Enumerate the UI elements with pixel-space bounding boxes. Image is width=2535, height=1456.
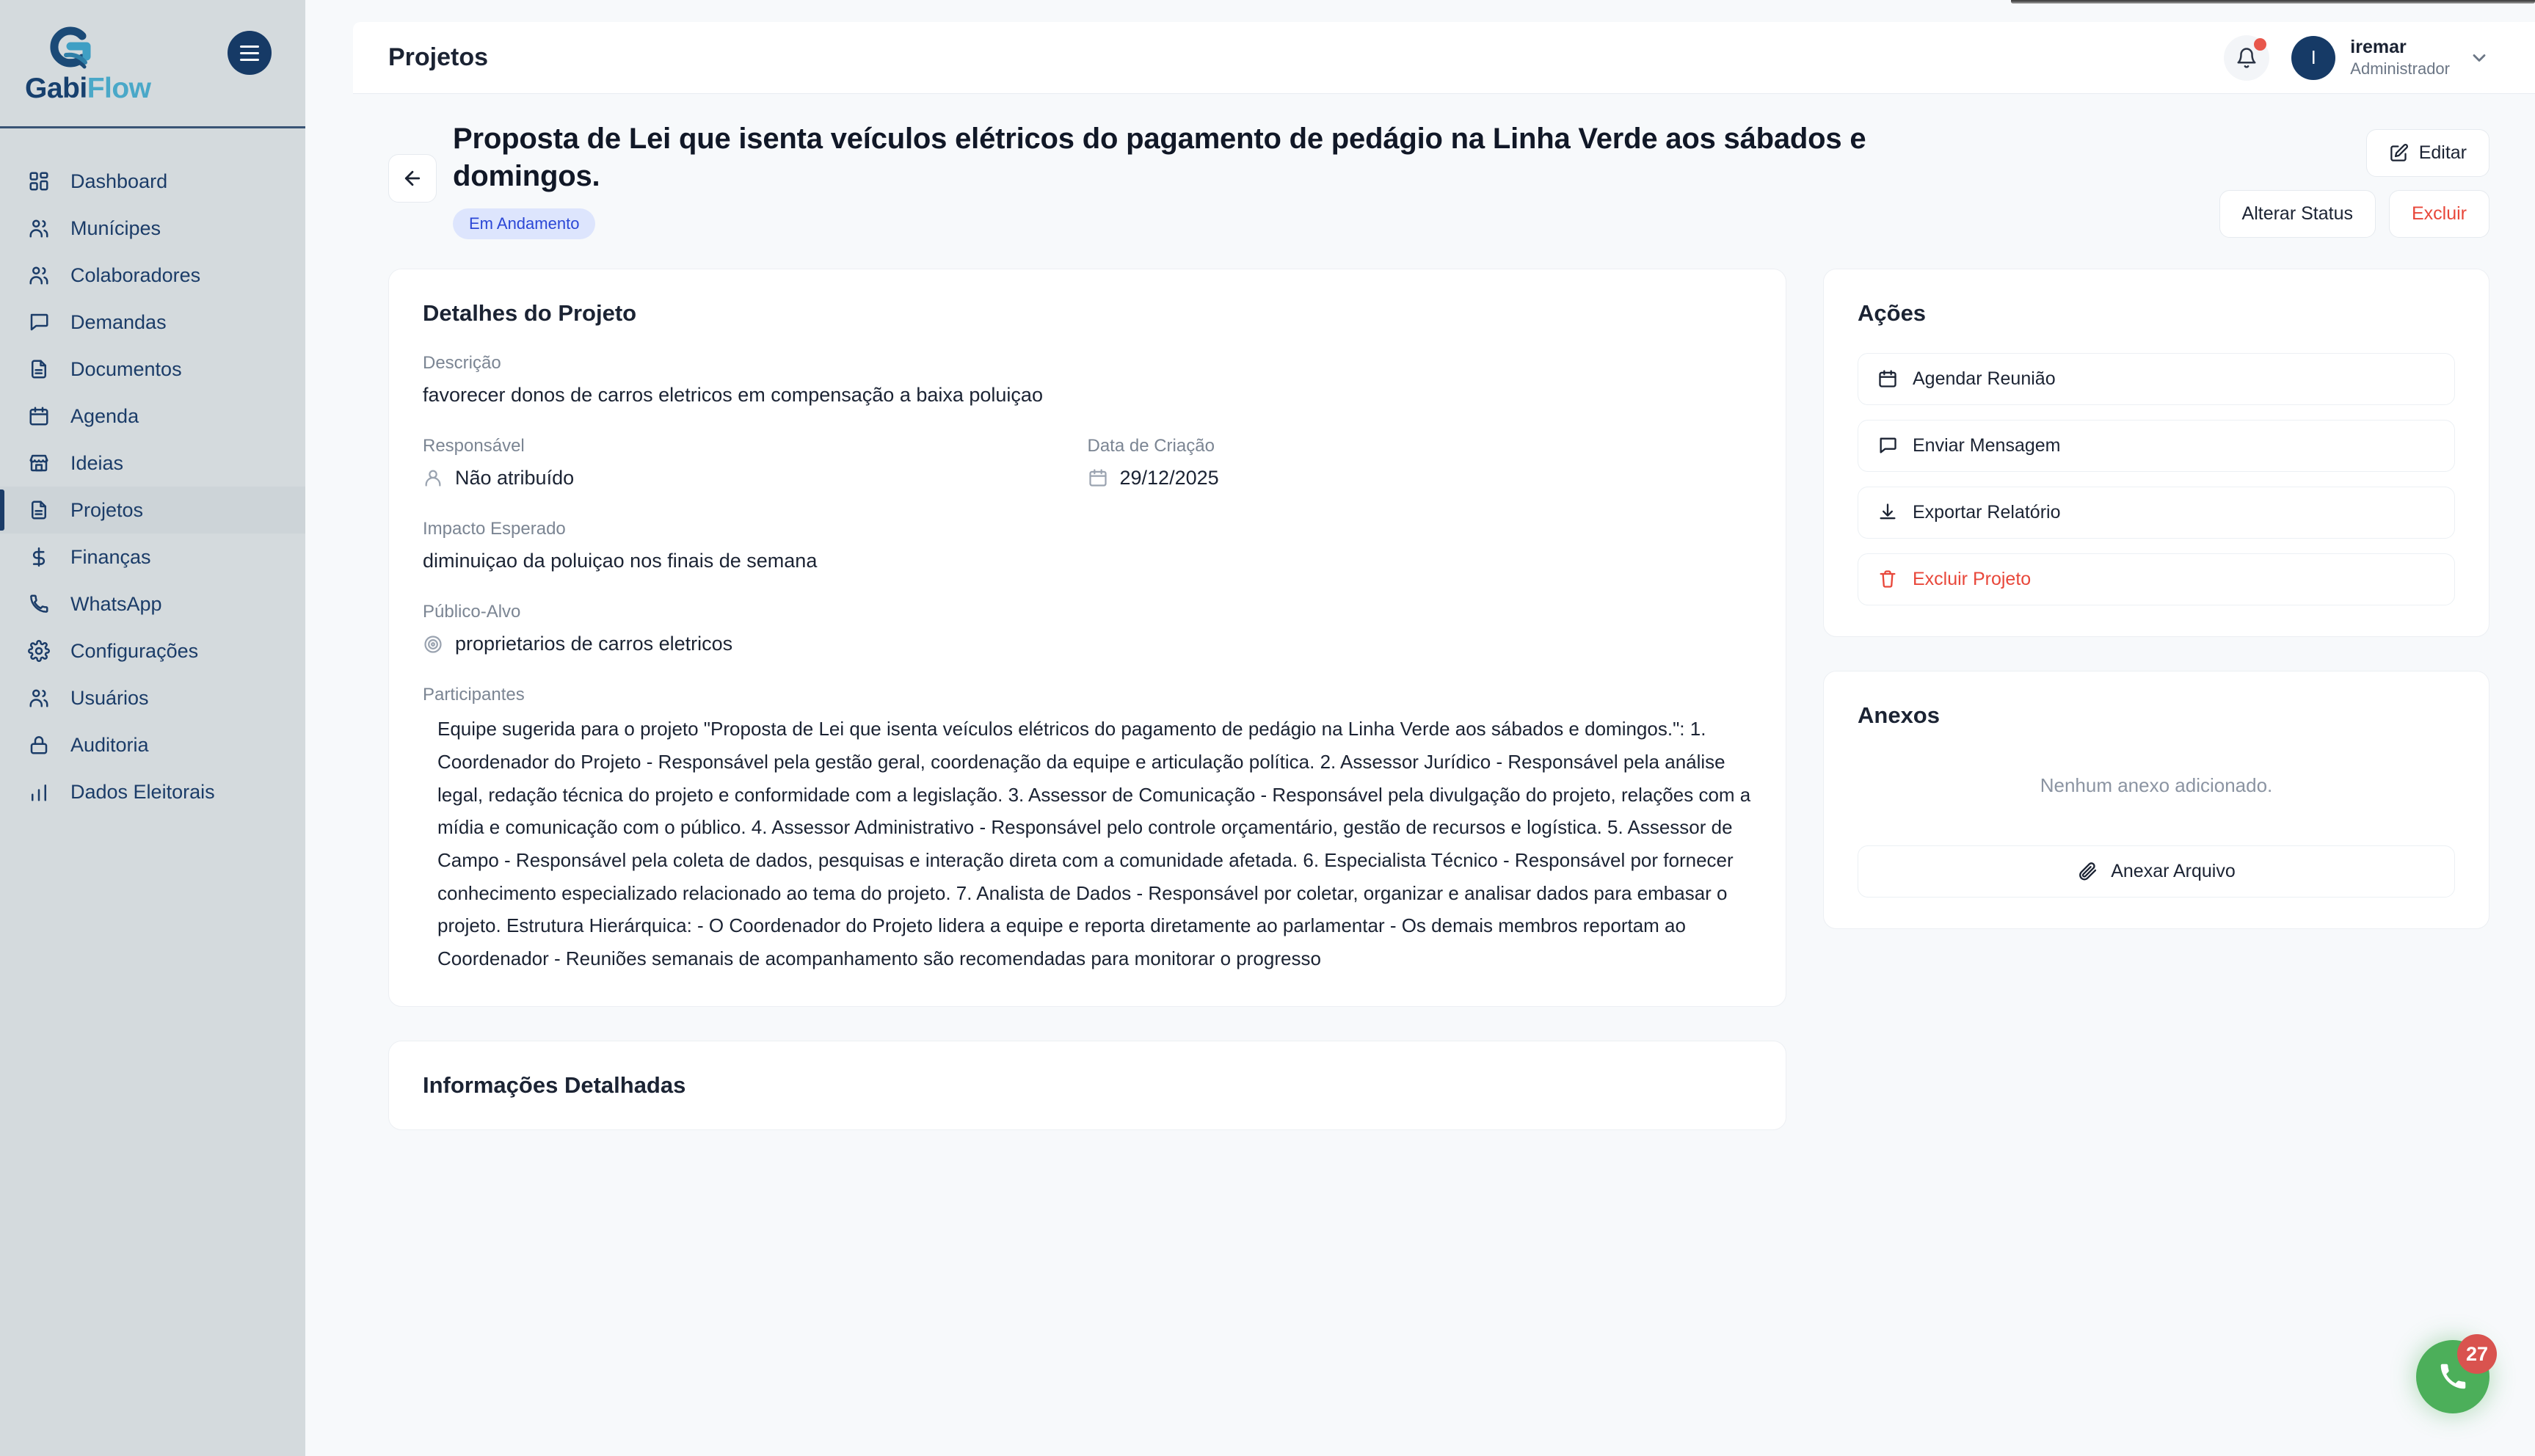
sidebar-item-label: Usuários bbox=[70, 686, 149, 709]
created-value-wrap bbox=[1088, 464, 1753, 492]
chat-icon bbox=[1877, 435, 1898, 456]
whatsapp-badge: 27 bbox=[2457, 1334, 2497, 1374]
gear-icon bbox=[28, 640, 50, 662]
participants-field bbox=[423, 685, 1752, 975]
trash-icon bbox=[1877, 569, 1898, 589]
action-enviar-mensagem-button[interactable] bbox=[1858, 420, 2455, 472]
action-label: Exportar Relatório bbox=[1913, 501, 2061, 523]
sidebar-item-agenda[interactable] bbox=[0, 393, 305, 440]
sidebar-item-dados-eleitorais[interactable] bbox=[0, 768, 305, 815]
target-icon bbox=[423, 634, 443, 655]
back-button[interactable] bbox=[388, 154, 437, 203]
participants-label: Participantes bbox=[423, 685, 525, 705]
sidebar-item-label: Auditoria bbox=[70, 733, 149, 756]
created-date-field bbox=[1088, 436, 1753, 492]
sidebar bbox=[0, 0, 305, 1456]
sidebar-item-label: Ideias bbox=[70, 451, 124, 474]
brand-name-part2: Flow bbox=[87, 72, 151, 104]
sidebar-item-label: Documentos bbox=[70, 357, 182, 380]
audience-field bbox=[423, 602, 1752, 658]
participants-value: Equipe sugerida para o projeto "Proposta de Lei que isenta veículos elétricos do pagamento de pedágio na Linha Verde aos sábados e domingos.": 1. Coordenador do Projeto - Responsável pela gestão geral, coordenação da equipe e articulação política. 2. Assessor Jurídico - Responsável pela análise legal, redação técnica do projeto e conformidade com a legislação. 3. Assessor de Comunicação - Responsável pela divulgação do projeto, relações com a mídia e comunicação com o público. 4. Assessor Administrativo - Responsável pelo controle orçamentário, gestão de recursos e logística. 5. Assessor de Campo - Responsável pela coleta de dados, pesquisas e interação direta com a comunidade afetada. 6. Especialista Técnico - Responsável por fornecer conhecimento especializado relacionado ao tema do projeto. 7. Analista de Dados - Responsável por coletar, organizar e analisar dados para embasar o projeto. Estrutura Hierárquica: - O Coordenador do Projeto lidera a equipe e reporta diretamente ao parlamentar - Os demais membros reportam ao Coordenador - Reuniões semanais de acompanhamento são recomendadas para monitorar o progresso bbox=[437, 718, 1751, 970]
lock-icon bbox=[28, 734, 50, 756]
calendar-icon bbox=[28, 405, 50, 427]
action-agendar-reuni-o-button[interactable] bbox=[1858, 353, 2455, 405]
attach-file-label: Anexar Arquivo bbox=[2111, 860, 2236, 881]
sidebar-item-label: Configurações bbox=[70, 639, 199, 662]
title-block bbox=[453, 120, 1943, 239]
attach-file-button[interactable] bbox=[1858, 845, 2455, 898]
details-card-title: Detalhes do Projeto bbox=[423, 299, 637, 326]
impact-field bbox=[423, 519, 1752, 575]
document-icon bbox=[28, 499, 50, 521]
action-label: Enviar Mensagem bbox=[1913, 434, 2061, 456]
sidebar-header bbox=[0, 0, 305, 126]
audience-label: Público-Alvo bbox=[423, 602, 521, 622]
calendar-icon bbox=[1877, 368, 1898, 389]
detailed-info-card bbox=[388, 1041, 1786, 1130]
edit-icon bbox=[2389, 143, 2409, 163]
change-status-label: Alterar Status bbox=[2241, 203, 2353, 224]
lightbulb-icon bbox=[28, 452, 50, 474]
download-icon bbox=[1877, 502, 1898, 523]
sidebar-item-whatsapp[interactable] bbox=[0, 580, 305, 627]
project-title: Proposta de Lei que isenta veículos elétricos do pagamento de pedágio na Linha Verde aos sábados e domingos. bbox=[453, 123, 1866, 192]
attachments-card bbox=[1823, 671, 2489, 929]
project-title-row bbox=[388, 120, 2489, 239]
delete-button[interactable] bbox=[2389, 190, 2489, 238]
actions-card-title: Ações bbox=[1858, 299, 1927, 326]
status-badge: Em Andamento bbox=[453, 208, 595, 239]
sidebar-item-label: WhatsApp bbox=[70, 592, 162, 615]
description-label: Descrição bbox=[423, 352, 501, 373]
sidebar-item-mun-cipes[interactable] bbox=[0, 205, 305, 252]
brand-logo[interactable] bbox=[25, 24, 151, 103]
calendar-icon bbox=[1088, 467, 1108, 488]
sidebar-item-ideias[interactable] bbox=[0, 440, 305, 487]
arrow-left-icon bbox=[401, 167, 423, 189]
delete-button-label: Excluir bbox=[2411, 203, 2467, 224]
edit-button[interactable] bbox=[2366, 129, 2489, 177]
sidebar-item-demandas[interactable] bbox=[0, 299, 305, 346]
detailed-info-title: Informações Detalhadas bbox=[423, 1071, 686, 1098]
project-details-card bbox=[388, 269, 1786, 1007]
sidebar-item-label: Munícipes bbox=[70, 216, 161, 239]
sidebar-item-label: Dashboard bbox=[70, 170, 168, 192]
sidebar-item-usu-rios[interactable] bbox=[0, 674, 305, 721]
chat-icon bbox=[28, 311, 50, 333]
description-value: favorecer donos de carros eletricos em compensação a baixa poluiçao bbox=[423, 383, 1043, 406]
page-title: Projetos bbox=[388, 43, 489, 71]
dollar-icon bbox=[28, 546, 50, 568]
secondary-actions bbox=[2219, 190, 2489, 238]
sidebar-item-label: Finanças bbox=[70, 545, 151, 568]
sidebar-item-label: Agenda bbox=[70, 404, 139, 427]
responsible-date-row bbox=[423, 436, 1752, 492]
main-area bbox=[305, 0, 2535, 1456]
whatsapp-fab[interactable] bbox=[2416, 1340, 2489, 1413]
sidebar-item-dashboard[interactable] bbox=[0, 158, 305, 205]
user-icon bbox=[423, 467, 443, 488]
sidebar-item-projetos[interactable] bbox=[0, 487, 305, 534]
change-status-button[interactable] bbox=[2219, 190, 2376, 238]
attachments-empty-text: Nenhum anexo adicionado. bbox=[2040, 774, 2273, 796]
sidebar-item-configura-es[interactable] bbox=[0, 627, 305, 674]
edit-button-label: Editar bbox=[2418, 142, 2467, 163]
sidebar-divider bbox=[0, 126, 305, 128]
sidebar-item-label: Colaboradores bbox=[70, 263, 201, 286]
action-label: Excluir Projeto bbox=[1913, 568, 2032, 589]
notifications-button[interactable] bbox=[2224, 35, 2269, 81]
phone-icon bbox=[28, 593, 50, 615]
right-column bbox=[1823, 269, 2489, 929]
responsible-value-wrap bbox=[423, 464, 1088, 492]
sidebar-item-label: Dados Eleitorais bbox=[70, 780, 215, 803]
content-sheet bbox=[353, 22, 2535, 1456]
hamburger-icon[interactable] bbox=[228, 31, 272, 75]
sidebar-item-finan-as[interactable] bbox=[0, 534, 305, 580]
users-icon bbox=[28, 264, 50, 286]
paperclip-icon bbox=[2077, 861, 2098, 881]
page-header bbox=[353, 22, 2535, 94]
avatar: I bbox=[2291, 36, 2335, 80]
description-field bbox=[423, 353, 1752, 410]
action-label: Agendar Reunião bbox=[1913, 368, 2056, 389]
title-left bbox=[388, 120, 1943, 239]
sidebar-item-label: Demandas bbox=[70, 310, 167, 333]
user-role: Administrador bbox=[2350, 59, 2450, 79]
sidebar-item-auditoria[interactable] bbox=[0, 721, 305, 768]
created-value: 29/12/2025 bbox=[1119, 466, 1219, 489]
document-icon bbox=[28, 358, 50, 380]
project-actions bbox=[2219, 120, 2489, 238]
bell-icon bbox=[2236, 47, 2258, 69]
bar-chart-icon bbox=[28, 781, 50, 803]
sidebar-item-colaboradores[interactable] bbox=[0, 252, 305, 299]
brand-name bbox=[25, 74, 151, 103]
actions-list bbox=[1858, 353, 2455, 605]
sidebar-item-documentos[interactable] bbox=[0, 346, 305, 393]
user-name: iremar bbox=[2350, 37, 2407, 58]
action-excluir-projeto-button[interactable] bbox=[1858, 553, 2455, 605]
brand-name-part1: Gabi bbox=[25, 72, 87, 104]
action-exportar-relat-rio-button[interactable] bbox=[1858, 487, 2455, 539]
users-icon bbox=[28, 217, 50, 239]
gabiflow-logo-icon bbox=[44, 24, 98, 73]
responsible-label: Responsável bbox=[423, 435, 525, 456]
notification-dot bbox=[2254, 38, 2266, 51]
header-actions bbox=[2224, 35, 2489, 81]
impact-value: diminuiçao da poluiçao nos finais de semana bbox=[423, 549, 818, 572]
attachments-card-title: Anexos bbox=[1858, 702, 1940, 728]
user-menu[interactable] bbox=[2291, 36, 2489, 80]
responsible-field bbox=[423, 436, 1088, 492]
left-column bbox=[388, 269, 1786, 1130]
grid-icon bbox=[28, 170, 50, 192]
window-top-edge bbox=[2011, 0, 2535, 4]
user-meta bbox=[2350, 36, 2450, 79]
responsible-value: Não atribuído bbox=[455, 466, 575, 489]
sidebar-nav bbox=[0, 128, 305, 815]
chevron-down-icon bbox=[2469, 48, 2489, 68]
sidebar-item-label: Projetos bbox=[70, 498, 144, 521]
page-body bbox=[353, 94, 2535, 1130]
created-label: Data de Criação bbox=[1087, 435, 1215, 456]
actions-card bbox=[1823, 269, 2489, 637]
impact-label: Impacto Esperado bbox=[423, 518, 566, 539]
audience-value-wrap bbox=[423, 630, 1752, 658]
audience-value: proprietarios de carros eletricos bbox=[455, 633, 733, 655]
users-icon bbox=[28, 687, 50, 709]
content-columns bbox=[388, 269, 2489, 1130]
